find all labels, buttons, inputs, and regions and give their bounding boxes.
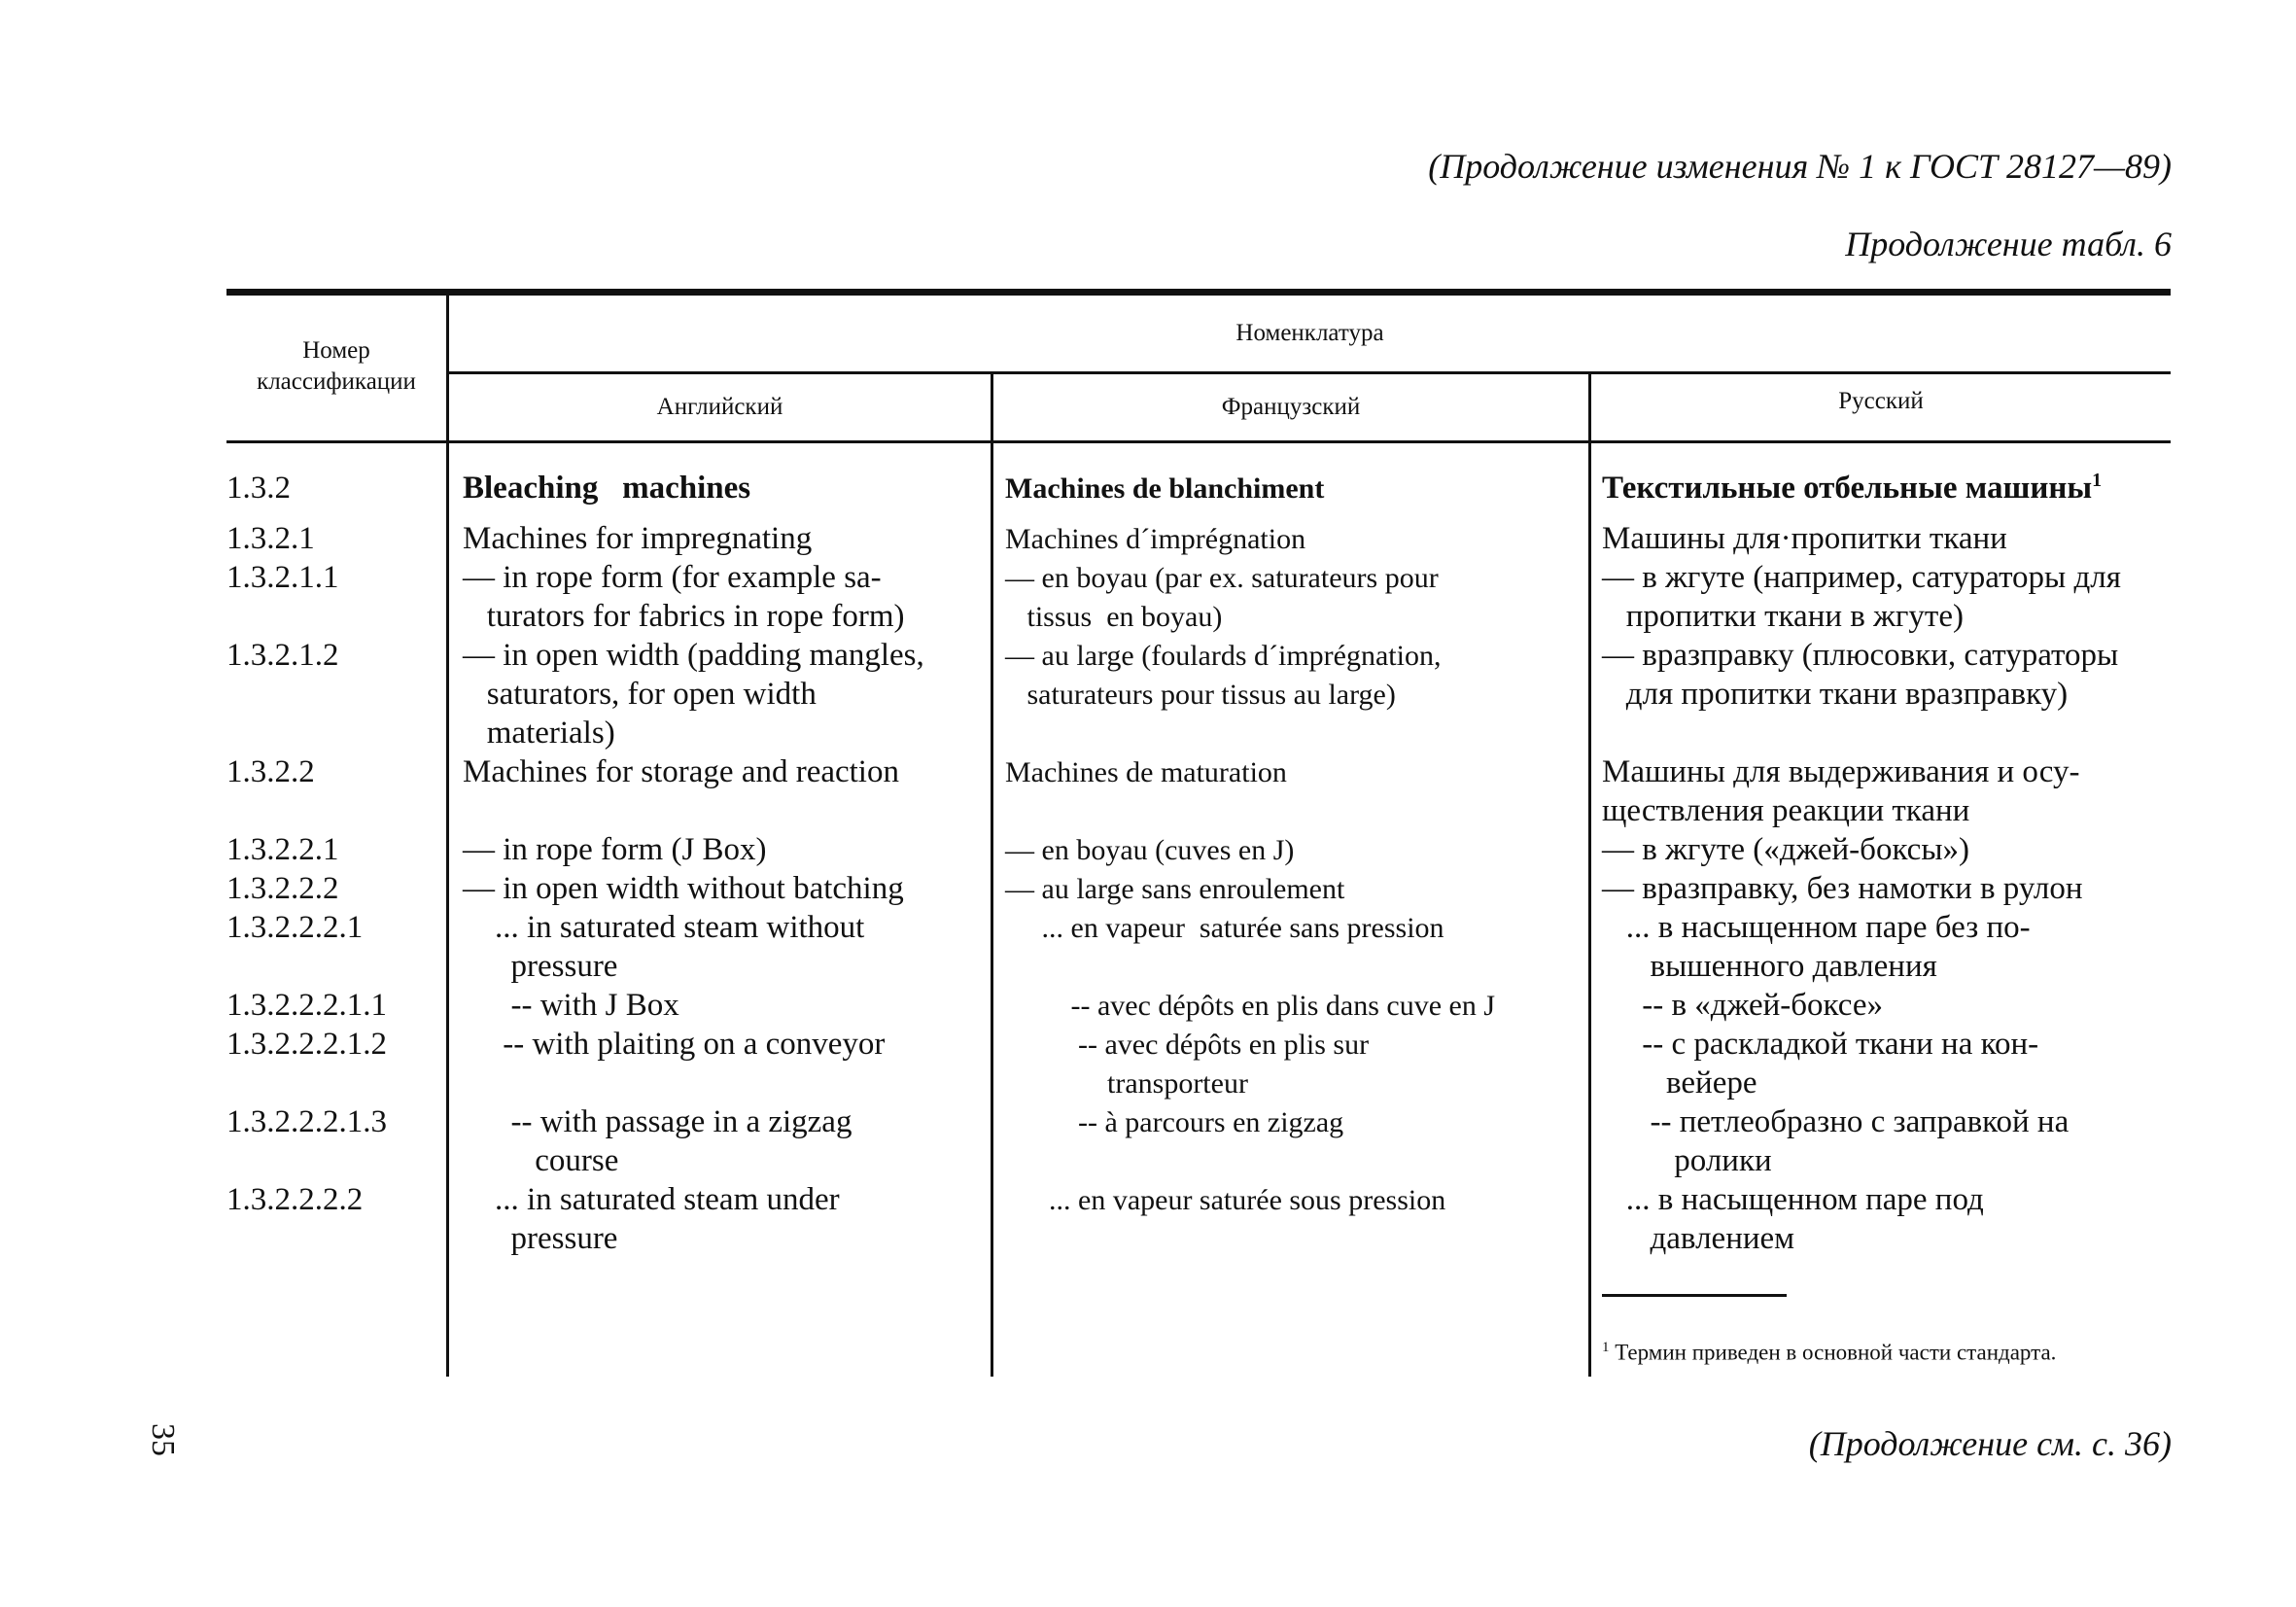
row-number: 1.3.2.1 bbox=[226, 521, 315, 556]
row-french-term: -- avec dépôts en plis dans cuve en J bbox=[1005, 990, 1496, 1022]
row-english-term: — in open width without batching bbox=[463, 871, 904, 906]
column-header-french: Французский bbox=[1221, 394, 1361, 420]
row-english-term: — in rope form (for example sa- turators for fabrics in rope form) bbox=[463, 560, 905, 634]
row-french-term: Machines de maturation bbox=[1005, 756, 1287, 788]
row-russian-term: -- петлеобразно с заправкой на ролики bbox=[1650, 1104, 2070, 1178]
row-english-term: -- with plaiting on a conveyor bbox=[463, 1027, 886, 1062]
page-continuation-footer: (Продолжение см. с. 36) bbox=[1808, 1424, 2172, 1463]
footnote-separator bbox=[1602, 1294, 1787, 1297]
row-french-term: Machines d´imprégnation bbox=[1005, 523, 1306, 555]
row-russian-term: — в жгуте («джей-боксы») bbox=[1602, 832, 1969, 867]
footnote-text: Термин приведен в основной части стандарта. bbox=[1615, 1340, 2057, 1365]
row-russian-term: Машины для выдерживания и осу- ществления реакции ткани bbox=[1602, 754, 2080, 828]
row-russian-term: ... в насыщенном паре без по- вышенного давления bbox=[1625, 910, 2031, 984]
row-english-term: -- with passage in a zigzag course bbox=[510, 1104, 852, 1178]
row-english-term: Machines for storage and reaction bbox=[463, 754, 899, 789]
row-russian-term: -- в «джей-боксе» bbox=[1602, 988, 1883, 1023]
document-continuation-header: (Продолжение изменения № 1 к ГОСТ 28127—89) bbox=[1428, 147, 2172, 186]
column-divider-french bbox=[1588, 374, 1591, 1377]
row-french-term: -- à parcours en zigzag bbox=[1005, 1106, 1344, 1138]
row-french-term: — au large sans enroulement bbox=[1005, 873, 1345, 905]
row-number: 1.3.2.2.2.1 bbox=[226, 910, 364, 945]
row-french-term: Machines de blanchiment bbox=[1005, 472, 1325, 505]
russian-term-text: Текстильные отбельные машины bbox=[1602, 471, 2093, 506]
row-french-term: — en boyau (cuves en J) bbox=[1005, 834, 1295, 866]
header-bottom-rule bbox=[226, 440, 2171, 443]
row-french-term: ... en vapeur saturée sans pression bbox=[1005, 912, 1444, 944]
row-russian-term: — вразправку, без намотки в рулон bbox=[1602, 871, 2083, 906]
row-english-term: — in open width (padding mangles, saturators, for open width materials) bbox=[463, 638, 924, 751]
row-french-term: — en boyau (par ex. saturateurs pour tissus en boyau) bbox=[1005, 562, 1439, 633]
column-header-english: Английский bbox=[656, 394, 783, 420]
row-number: 1.3.2.2.2 bbox=[226, 871, 339, 906]
row-russian-term: ... в насыщенном паре под давлением bbox=[1625, 1182, 1984, 1256]
row-french-term: — au large (foulards d´imprégnation, saturateurs pour tissus au large) bbox=[1005, 640, 1442, 711]
column-header-russian: Русский bbox=[1838, 388, 1924, 414]
row-english-term: -- with J Box bbox=[463, 988, 679, 1023]
footnote-marker: 1 bbox=[1602, 1340, 1610, 1355]
row-russian-term: -- с раскладкой ткани на кон- вейере bbox=[1642, 1027, 2039, 1100]
row-number: 1.3.2.1.2 bbox=[226, 638, 339, 673]
row-french-term: ... en vapeur saturée sous pression bbox=[1005, 1184, 1446, 1216]
row-english-term: Bleaching machines bbox=[463, 471, 751, 506]
row-number: 1.3.2.2.2.1.2 bbox=[226, 1027, 387, 1062]
column-divider-english bbox=[991, 374, 993, 1377]
row-english-term: ... in saturated steam without pressure bbox=[495, 910, 865, 984]
footnote bbox=[1602, 1340, 2056, 1366]
classification-table bbox=[226, 289, 2171, 1378]
row-russian-term bbox=[1602, 469, 2102, 507]
row-english-term: Machines for impregnating bbox=[463, 521, 813, 556]
row-number: 1.3.2.1.1 bbox=[226, 560, 339, 595]
page-number: 35 bbox=[145, 1423, 181, 1456]
row-number: 1.3.2.2.2.1.3 bbox=[226, 1104, 387, 1139]
row-russian-term: — вразправку (плюсовки, сатураторы для пропитки ткани вразправку) bbox=[1602, 638, 2119, 712]
row-number: 1.3.2.2.2.1.1 bbox=[226, 988, 387, 1023]
row-number: 1.3.2.2.1 bbox=[226, 832, 339, 867]
row-number: 1.3.2 bbox=[226, 471, 291, 506]
table-continuation-label: Продолжение табл. 6 bbox=[1845, 225, 2172, 263]
nomenclature-header-rule bbox=[447, 371, 2171, 374]
column-header-number: Номер классификации bbox=[257, 337, 416, 395]
column-header-nomenclature: Номенклатура bbox=[1235, 320, 1384, 346]
row-english-term: — in rope form (J Box) bbox=[463, 832, 767, 867]
row-russian-term: — в жгуте (например, сатураторы для пропитки ткани в жгуте) bbox=[1602, 560, 2121, 634]
row-number: 1.3.2.2.2.2 bbox=[226, 1182, 364, 1217]
row-russian-term: Машины для·пропитки ткани bbox=[1602, 521, 2007, 556]
row-number: 1.3.2.2 bbox=[226, 754, 315, 789]
table-top-rule bbox=[226, 289, 2171, 296]
row-english-term: ... in saturated steam under pressure bbox=[495, 1182, 840, 1256]
row-french-term: -- avec dépôts en plis sur transporteur bbox=[1078, 1029, 1370, 1100]
footnote-reference: 1 bbox=[2092, 470, 2103, 491]
column-divider-number bbox=[446, 296, 449, 1377]
